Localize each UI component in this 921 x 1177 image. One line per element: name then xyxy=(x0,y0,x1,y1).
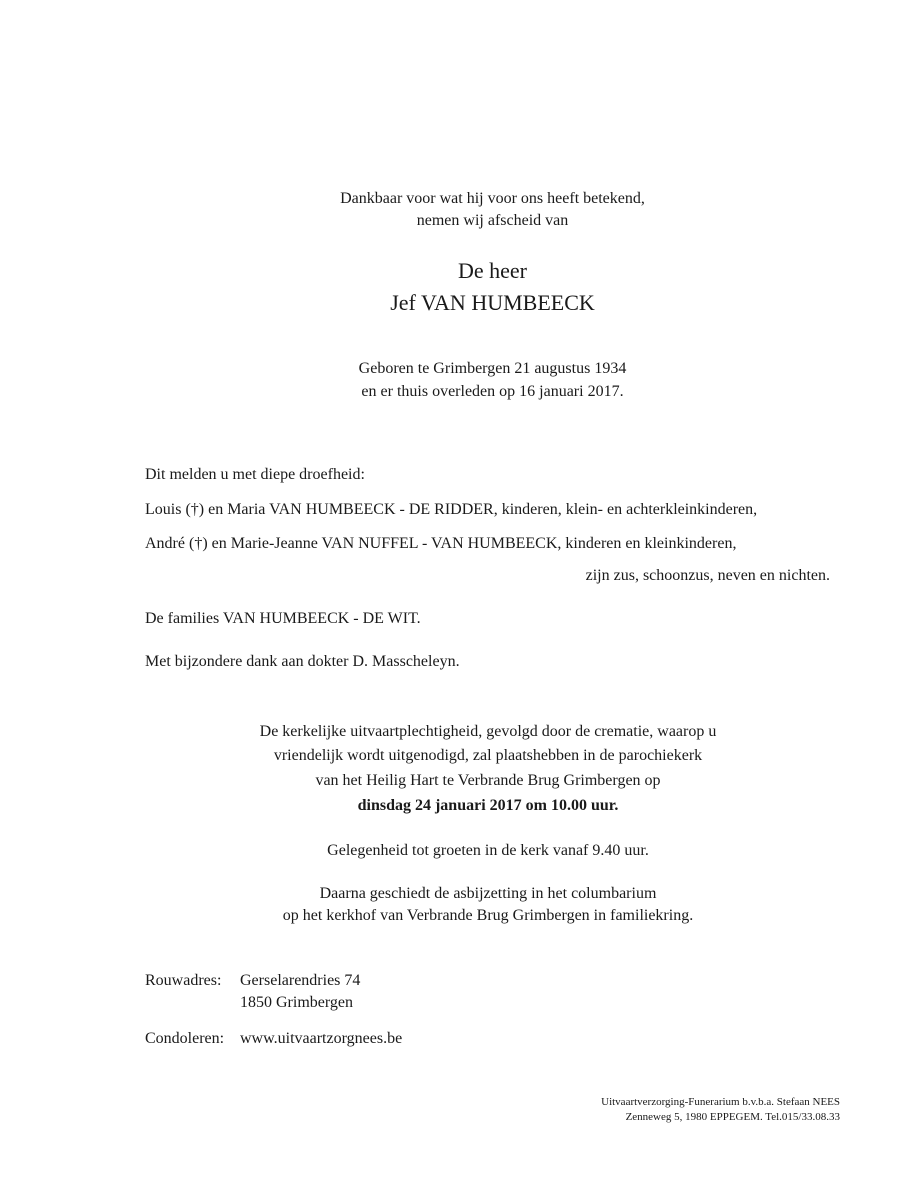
intro-line-2: nemen wij afscheid van xyxy=(416,212,569,229)
intro-line-1: Dankbaar voor wat hij voor ons heeft betekend, xyxy=(340,190,645,207)
death-line: en er thuis overleden op 16 januari 2017. xyxy=(361,383,624,400)
families-line: De families VAN HUMBEECK - DE WIT. xyxy=(145,610,421,627)
greeting-line: Gelegenheid tot groeten in de kerk vanaf 9.40 uur. xyxy=(327,842,649,859)
birth-line: Geboren te Grimbergen 21 augustus 1934 xyxy=(358,360,627,377)
announcement-heading: Dit melden u met diepe droefheid: xyxy=(145,466,365,483)
deceased-name: Jef VAN HUMBEECK xyxy=(390,290,595,315)
family-line-1: Louis (†) en Maria VAN HUMBEECK - DE RIDDER, kinderen, klein- en achterkleinkinderen, xyxy=(145,501,758,518)
ceremony-line-3: van het Heilig Hart te Verbrande Brug Grimbergen op xyxy=(315,772,661,789)
footer-company: Uitvaartverzorging-Funerarium b.v.b.a. Stefaan NEES xyxy=(601,1096,840,1108)
ceremony-line-2: vriendelijk wordt uitgenodigd, zal plaatshebben in de parochiekerk xyxy=(273,747,703,764)
interment-line-1: Daarna geschiedt de asbijzetting in het columbarium xyxy=(319,885,657,902)
address-city: 1850 Grimbergen xyxy=(240,994,354,1011)
interment-line-2: op het kerkhof van Verbrande Brug Grimbergen in familiekring. xyxy=(282,907,694,924)
deceased-salutation: De heer xyxy=(457,258,527,283)
thanks-line: Met bijzondere dank aan dokter D. Masscheleyn. xyxy=(145,653,460,670)
address-label: Rouwadres: xyxy=(145,972,222,989)
ceremony-datetime: dinsdag 24 januari 2017 om 10.00 uur. xyxy=(357,797,619,814)
ceremony-line-1: De kerkelijke uitvaartplechtigheid, gevolgd door de crematie, waarop u xyxy=(259,723,717,740)
footer-contact: Zenneweg 5, 1980 EPPEGEM. Tel.015/33.08.33 xyxy=(625,1111,840,1123)
condolence-link[interactable]: www.uitvaartzorgnees.be xyxy=(240,1030,403,1047)
condolence-label: Condoleren: xyxy=(145,1030,225,1047)
family-line-3: zijn zus, schoonzus, neven en nichten. xyxy=(585,567,830,584)
address-street: Gerselarendries 74 xyxy=(240,972,361,989)
family-line-2: André (†) en Marie-Jeanne VAN NUFFEL - VAN HUMBEECK, kinderen en kleinkinderen, xyxy=(145,535,737,552)
